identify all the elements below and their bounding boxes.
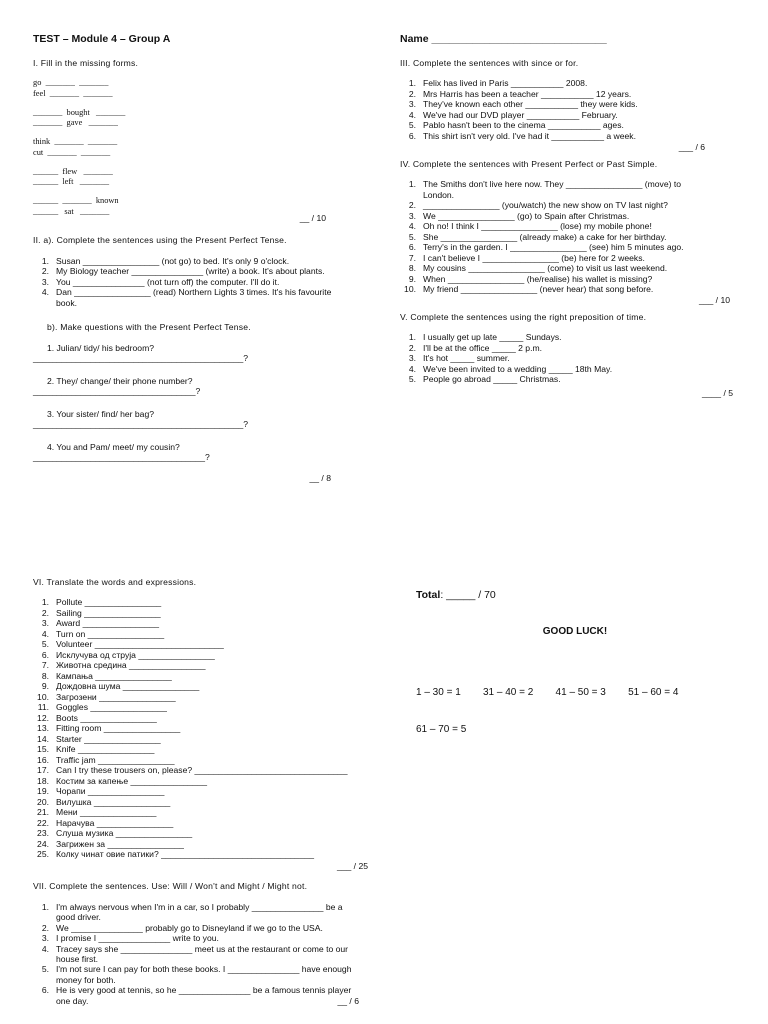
section-6-list bbox=[33, 597, 371, 859]
item-number: 11. bbox=[37, 702, 49, 713]
list-item bbox=[400, 78, 735, 88]
list-item bbox=[33, 839, 371, 849]
item-number: 1. bbox=[408, 332, 416, 343]
item-text: Мени ________________ bbox=[56, 807, 157, 818]
form-group bbox=[33, 167, 333, 188]
list-item bbox=[33, 744, 371, 754]
list-item bbox=[33, 266, 333, 276]
form-row: ______ flew _______ bbox=[33, 166, 113, 176]
list-item bbox=[400, 131, 735, 141]
item-number: 6. bbox=[408, 130, 416, 141]
item-number: 12. bbox=[37, 712, 49, 723]
name-blank: ______________________________ bbox=[428, 33, 607, 45]
list-item bbox=[400, 343, 735, 353]
section-1-title: I. Fill in the missing forms. bbox=[33, 57, 139, 68]
item-number: 8. bbox=[41, 670, 49, 681]
item-text: Can I try these trousers on, please? ________________________________ bbox=[56, 765, 348, 776]
item-number: 3. bbox=[41, 618, 49, 629]
item-text: When ________________ (he/realise) his wallet is missing? bbox=[423, 273, 653, 284]
item-text: Oh no! I think I ________________ (lose) my mobile phone! bbox=[423, 221, 652, 232]
item-number: 3. bbox=[41, 933, 49, 944]
section-4-title: IV. Complete the sentences with Present Perfect or Past Simple. bbox=[400, 158, 658, 169]
item-text: It's hot _____ summer. bbox=[423, 353, 510, 364]
item-number: 4. bbox=[41, 287, 49, 298]
form-group bbox=[33, 78, 333, 99]
name-field bbox=[400, 33, 735, 46]
section-5-list bbox=[400, 332, 735, 384]
item-text: I'm not sure I can pay for both these books. I _______________ have enough money for both. bbox=[56, 964, 352, 985]
item-text: Knife ________________ bbox=[56, 744, 155, 755]
section-4-list bbox=[400, 179, 705, 294]
left-column-top bbox=[33, 33, 333, 483]
item-text: I'll be at the office _____ 2 p.m. bbox=[423, 342, 543, 353]
item-text: People go abroad _____ Christmas. bbox=[423, 374, 561, 385]
list-item bbox=[400, 110, 735, 120]
list-item bbox=[33, 277, 333, 287]
list-item bbox=[33, 702, 371, 712]
form-row: think _______ _______ bbox=[33, 137, 118, 147]
item-number: 3. bbox=[408, 210, 416, 221]
question-prompt: 3. Your sister/ find/ her bag? bbox=[47, 408, 155, 419]
list-item bbox=[400, 364, 735, 374]
form-row: go _______ _______ bbox=[33, 78, 109, 88]
list-item bbox=[33, 765, 371, 775]
item-number: 5. bbox=[41, 639, 49, 650]
item-text: Костим за капење ________________ bbox=[56, 775, 208, 786]
form-row: feel _______ _______ bbox=[33, 88, 113, 98]
grade-scale-line-2: 61 – 70 = 5 bbox=[416, 723, 467, 735]
item-text: Животна средина ________________ bbox=[56, 660, 206, 671]
item-number: 2. bbox=[408, 200, 416, 211]
list-item bbox=[33, 629, 371, 639]
list-item bbox=[33, 692, 371, 702]
list-item bbox=[33, 797, 371, 807]
item-number: 4. bbox=[408, 109, 416, 120]
item-number: 21. bbox=[37, 807, 49, 818]
list-item bbox=[400, 374, 735, 384]
list-item bbox=[400, 242, 705, 252]
list-item bbox=[33, 923, 363, 933]
item-text: Tracey says she _______________ meet us at the restaurant or come to our house first. bbox=[56, 943, 349, 964]
item-number: 2. bbox=[408, 342, 416, 353]
item-number: 1. bbox=[41, 597, 49, 608]
item-number: 23. bbox=[37, 828, 49, 839]
item-text: Starter ________________ bbox=[56, 733, 161, 744]
good-luck: GOOD LUCK! bbox=[542, 626, 608, 637]
item-text: I'm always nervous when I'm in a car, so I probably _______________ be a good driver. bbox=[56, 901, 343, 923]
item-number: 3. bbox=[408, 99, 416, 110]
list-item bbox=[33, 681, 371, 691]
item-number: 7. bbox=[408, 252, 416, 263]
right-column-top bbox=[400, 33, 735, 398]
total-block bbox=[416, 589, 756, 602]
item-text: This shirt isn't very old. I've had it ___________ a week. bbox=[423, 130, 636, 141]
list-item bbox=[400, 99, 735, 109]
item-number: 4. bbox=[41, 943, 49, 954]
item-text: Загрозени ________________ bbox=[56, 691, 176, 702]
item-text: My friend ________________ (never hear) that song before. bbox=[423, 284, 654, 294]
item-number: 4. bbox=[408, 221, 416, 232]
item-number: 3. bbox=[41, 276, 49, 287]
item-text: My Biology teacher _______________ (write) a book. It's about plants. bbox=[56, 266, 325, 277]
list-item bbox=[33, 639, 371, 649]
item-number: 9. bbox=[408, 273, 416, 284]
item-text: She ________________ (already make) a cake for her birthday. bbox=[423, 231, 667, 242]
item-number: 6. bbox=[41, 649, 49, 660]
item-number: 1. bbox=[408, 78, 416, 89]
section-6-title: VI. Translate the words and expressions. bbox=[33, 577, 197, 587]
section-4-score: ___ / 10 bbox=[698, 295, 730, 306]
item-number: 2. bbox=[408, 88, 416, 99]
item-number: 5. bbox=[408, 231, 416, 242]
item-number: 9. bbox=[41, 681, 49, 692]
item-text: We _______________ probably go to Disneyland if we go to the USA. bbox=[56, 922, 323, 933]
list-item bbox=[33, 256, 333, 266]
section-2a-list bbox=[33, 256, 333, 308]
item-text: Нарачува ________________ bbox=[56, 817, 174, 828]
item-text: Mrs Harris has been a teacher ___________ 12 years. bbox=[423, 88, 632, 99]
section-5-score: ____ / 5 bbox=[701, 387, 733, 398]
item-number: 2. bbox=[41, 266, 49, 277]
item-text: Исклучува од струја ________________ bbox=[56, 649, 215, 660]
section-5-title: V. Complete the sentences using the right preposition of time. bbox=[400, 311, 647, 322]
item-number: 5. bbox=[408, 120, 416, 131]
item-number: 5. bbox=[41, 964, 49, 975]
item-text: We've been invited to a wedding _____ 18th May. bbox=[423, 363, 613, 374]
answer-line: ____________________________________? bbox=[33, 452, 210, 463]
list-item bbox=[33, 944, 363, 965]
list-item bbox=[400, 253, 705, 263]
item-number: 1. bbox=[41, 901, 49, 912]
list-item bbox=[33, 608, 371, 618]
list-item bbox=[400, 284, 705, 294]
form-group bbox=[33, 108, 333, 129]
item-text: Susan ________________ (not go) to bed. It's only 9 o'clock. bbox=[56, 255, 290, 266]
list-item bbox=[33, 671, 371, 681]
item-number: 5. bbox=[408, 374, 416, 385]
item-text: Колку чинат овие патики? ________________________________ bbox=[56, 849, 315, 860]
list-item bbox=[33, 776, 371, 786]
item-text: Дождовна шума ________________ bbox=[56, 681, 200, 692]
list-item bbox=[400, 232, 705, 242]
item-text: Goggles ________________ bbox=[56, 702, 167, 713]
section-3-title: III. Complete the sentences with since or for. bbox=[400, 57, 579, 68]
list-item bbox=[33, 985, 363, 1006]
item-text: Volunteer ___________________________ bbox=[56, 639, 224, 650]
item-number: 22. bbox=[37, 817, 49, 828]
list-item bbox=[400, 263, 705, 273]
list-item bbox=[400, 221, 705, 231]
section-3-list bbox=[400, 78, 735, 141]
form-row: ______ sat _______ bbox=[33, 206, 110, 216]
total-label: Total bbox=[416, 589, 441, 601]
list-item bbox=[33, 902, 363, 923]
list-item bbox=[400, 200, 705, 210]
item-text: I promise I _______________ write to you. bbox=[56, 933, 219, 944]
item-text: Turn on ________________ bbox=[56, 628, 165, 639]
item-text: Кампања ________________ bbox=[56, 670, 172, 681]
form-row: cut _______ _______ bbox=[33, 147, 111, 157]
list-item bbox=[33, 650, 371, 660]
item-text: Pollute ________________ bbox=[56, 597, 162, 608]
list-item bbox=[33, 964, 363, 985]
item-text: He is very good at tennis, so he _______________ be a famous tennis player one day. bbox=[56, 985, 352, 1006]
question-prompt: 2. They/ change/ their phone number? bbox=[47, 375, 193, 386]
item-number: 7. bbox=[41, 660, 49, 671]
form-row: ______ left _______ bbox=[33, 177, 110, 187]
item-number: 1. bbox=[408, 179, 416, 190]
list-item bbox=[33, 713, 371, 723]
form-row: _______ gave _______ bbox=[33, 118, 118, 128]
item-text: Dan ________________ (read) Northern Lights 3 times. It's his favourite book. bbox=[56, 287, 332, 308]
list-item bbox=[400, 211, 705, 221]
item-number: 10. bbox=[404, 284, 416, 294]
item-number: 3. bbox=[408, 353, 416, 364]
item-text: My cousins ________________ (come) to visit us last weekend. bbox=[423, 263, 668, 274]
item-text: Felix has lived in Paris ___________ 2008. bbox=[423, 78, 588, 89]
list-item bbox=[400, 353, 735, 363]
item-text: Terry's in the garden. I ________________ (see) him 5 minutes ago. bbox=[423, 242, 684, 253]
item-text: Слуша музика ________________ bbox=[56, 828, 193, 839]
question-prompt: 4. You and Pam/ meet/ my cousin? bbox=[47, 441, 180, 452]
item-text: ________________ (you/watch) the new show on TV last night? bbox=[423, 200, 668, 211]
item-number: 13. bbox=[37, 723, 49, 734]
item-number: 14. bbox=[37, 733, 49, 744]
section-1-score: __ / 10 bbox=[299, 212, 326, 223]
grade-scale bbox=[416, 663, 761, 761]
missing-forms-list bbox=[33, 78, 333, 217]
list-item bbox=[33, 755, 371, 765]
item-number: 1. bbox=[41, 255, 49, 266]
list-item bbox=[33, 597, 371, 607]
section-2b-list bbox=[33, 343, 333, 463]
item-number: 24. bbox=[37, 838, 49, 849]
item-text: Boots ________________ bbox=[56, 712, 157, 723]
item-number: 4. bbox=[408, 363, 416, 374]
item-number: 25. bbox=[37, 849, 49, 860]
item-number: 4. bbox=[41, 628, 49, 639]
section-7-score: __ / 6 bbox=[337, 996, 359, 1007]
section-2-score: __ / 8 bbox=[309, 472, 331, 483]
item-text: We've had our DVD player ___________ February. bbox=[423, 109, 618, 120]
list-item bbox=[33, 933, 363, 943]
item-text: Fitting room ________________ bbox=[56, 723, 181, 734]
item-number: 17. bbox=[37, 765, 49, 776]
item-number: 6. bbox=[408, 242, 416, 253]
list-item bbox=[33, 818, 371, 828]
item-text: Sailing ________________ bbox=[56, 607, 161, 618]
section-2a-title: II. a). Complete the sentences using the Present Perfect Tense. bbox=[33, 235, 287, 246]
item-number: 18. bbox=[37, 775, 49, 786]
list-item bbox=[33, 786, 371, 796]
answer-line: ____________________________________________? bbox=[33, 419, 249, 430]
list-item bbox=[33, 723, 371, 733]
section-7-title: VII. Complete the sentences. Use: Will / Won't and Might / Might not. bbox=[33, 881, 308, 892]
item-number: 16. bbox=[37, 754, 49, 765]
list-item bbox=[33, 828, 371, 838]
item-text: The Smiths don't live here now. They ________________ (move) to London. bbox=[423, 179, 682, 200]
question-prompt: 1. Julian/ tidy/ his bedroom? bbox=[47, 342, 155, 353]
item-text: Вилушка ________________ bbox=[56, 796, 171, 807]
grade-scale-line-1: 1 – 30 = 1 31 – 40 = 2 41 – 50 = 3 51 – 60 = 4 bbox=[416, 687, 679, 699]
form-row: ______ _______ known bbox=[33, 196, 119, 206]
total-score bbox=[416, 589, 756, 602]
item-number: 19. bbox=[37, 786, 49, 797]
item-number: 6. bbox=[41, 985, 49, 996]
name-label: Name bbox=[400, 33, 429, 45]
list-item bbox=[33, 849, 371, 859]
item-number: 20. bbox=[37, 796, 49, 807]
item-number: 10. bbox=[37, 691, 49, 702]
list-item bbox=[33, 660, 371, 670]
list-item bbox=[400, 274, 705, 284]
list-item bbox=[400, 179, 705, 200]
item-text: They've known each other ___________ they were kids. bbox=[423, 99, 638, 110]
item-text: Award ________________ bbox=[56, 618, 160, 629]
item-text: I usually get up late _____ Sundays. bbox=[423, 332, 562, 343]
item-text: I can't believe I ________________ (be) here for 2 weeks. bbox=[423, 252, 645, 263]
answer-line: ____________________________________________? bbox=[33, 353, 249, 364]
form-group bbox=[33, 137, 333, 158]
item-text: We ________________ (go) to Spain after Christmas. bbox=[423, 210, 630, 221]
test-title: TEST – Module 4 – Group A bbox=[33, 33, 171, 45]
list-item bbox=[400, 120, 735, 130]
total-value: : _____ / 70 bbox=[440, 589, 496, 601]
list-item bbox=[400, 332, 735, 342]
answer-line: __________________________________? bbox=[33, 386, 201, 397]
item-number: 2. bbox=[41, 607, 49, 618]
list-item bbox=[400, 89, 735, 99]
section-3-score: ___ / 6 bbox=[678, 142, 705, 153]
item-number: 15. bbox=[37, 744, 49, 755]
list-item bbox=[33, 287, 333, 308]
left-column-bottom bbox=[33, 577, 371, 1007]
item-text: Чорапи ________________ bbox=[56, 786, 165, 797]
item-number: 8. bbox=[408, 263, 416, 274]
item-text: You _______________ (not turn off) the computer. I'll do it. bbox=[56, 276, 280, 287]
form-row: _______ bought _______ bbox=[33, 107, 126, 117]
section-6-score: ___ / 25 bbox=[336, 860, 368, 871]
item-number: 2. bbox=[41, 922, 49, 933]
list-item bbox=[33, 618, 371, 628]
list-item bbox=[33, 807, 371, 817]
item-text: Загрижен за ________________ bbox=[56, 838, 184, 849]
item-text: Traffic jam ________________ bbox=[56, 754, 175, 765]
section-2b-title: b). Make questions with the Present Perfect Tense. bbox=[47, 322, 251, 333]
section-7-list bbox=[33, 902, 363, 1007]
list-item bbox=[33, 734, 371, 744]
item-text: Pablo hasn't been to the cinema ___________ ages. bbox=[423, 120, 624, 131]
